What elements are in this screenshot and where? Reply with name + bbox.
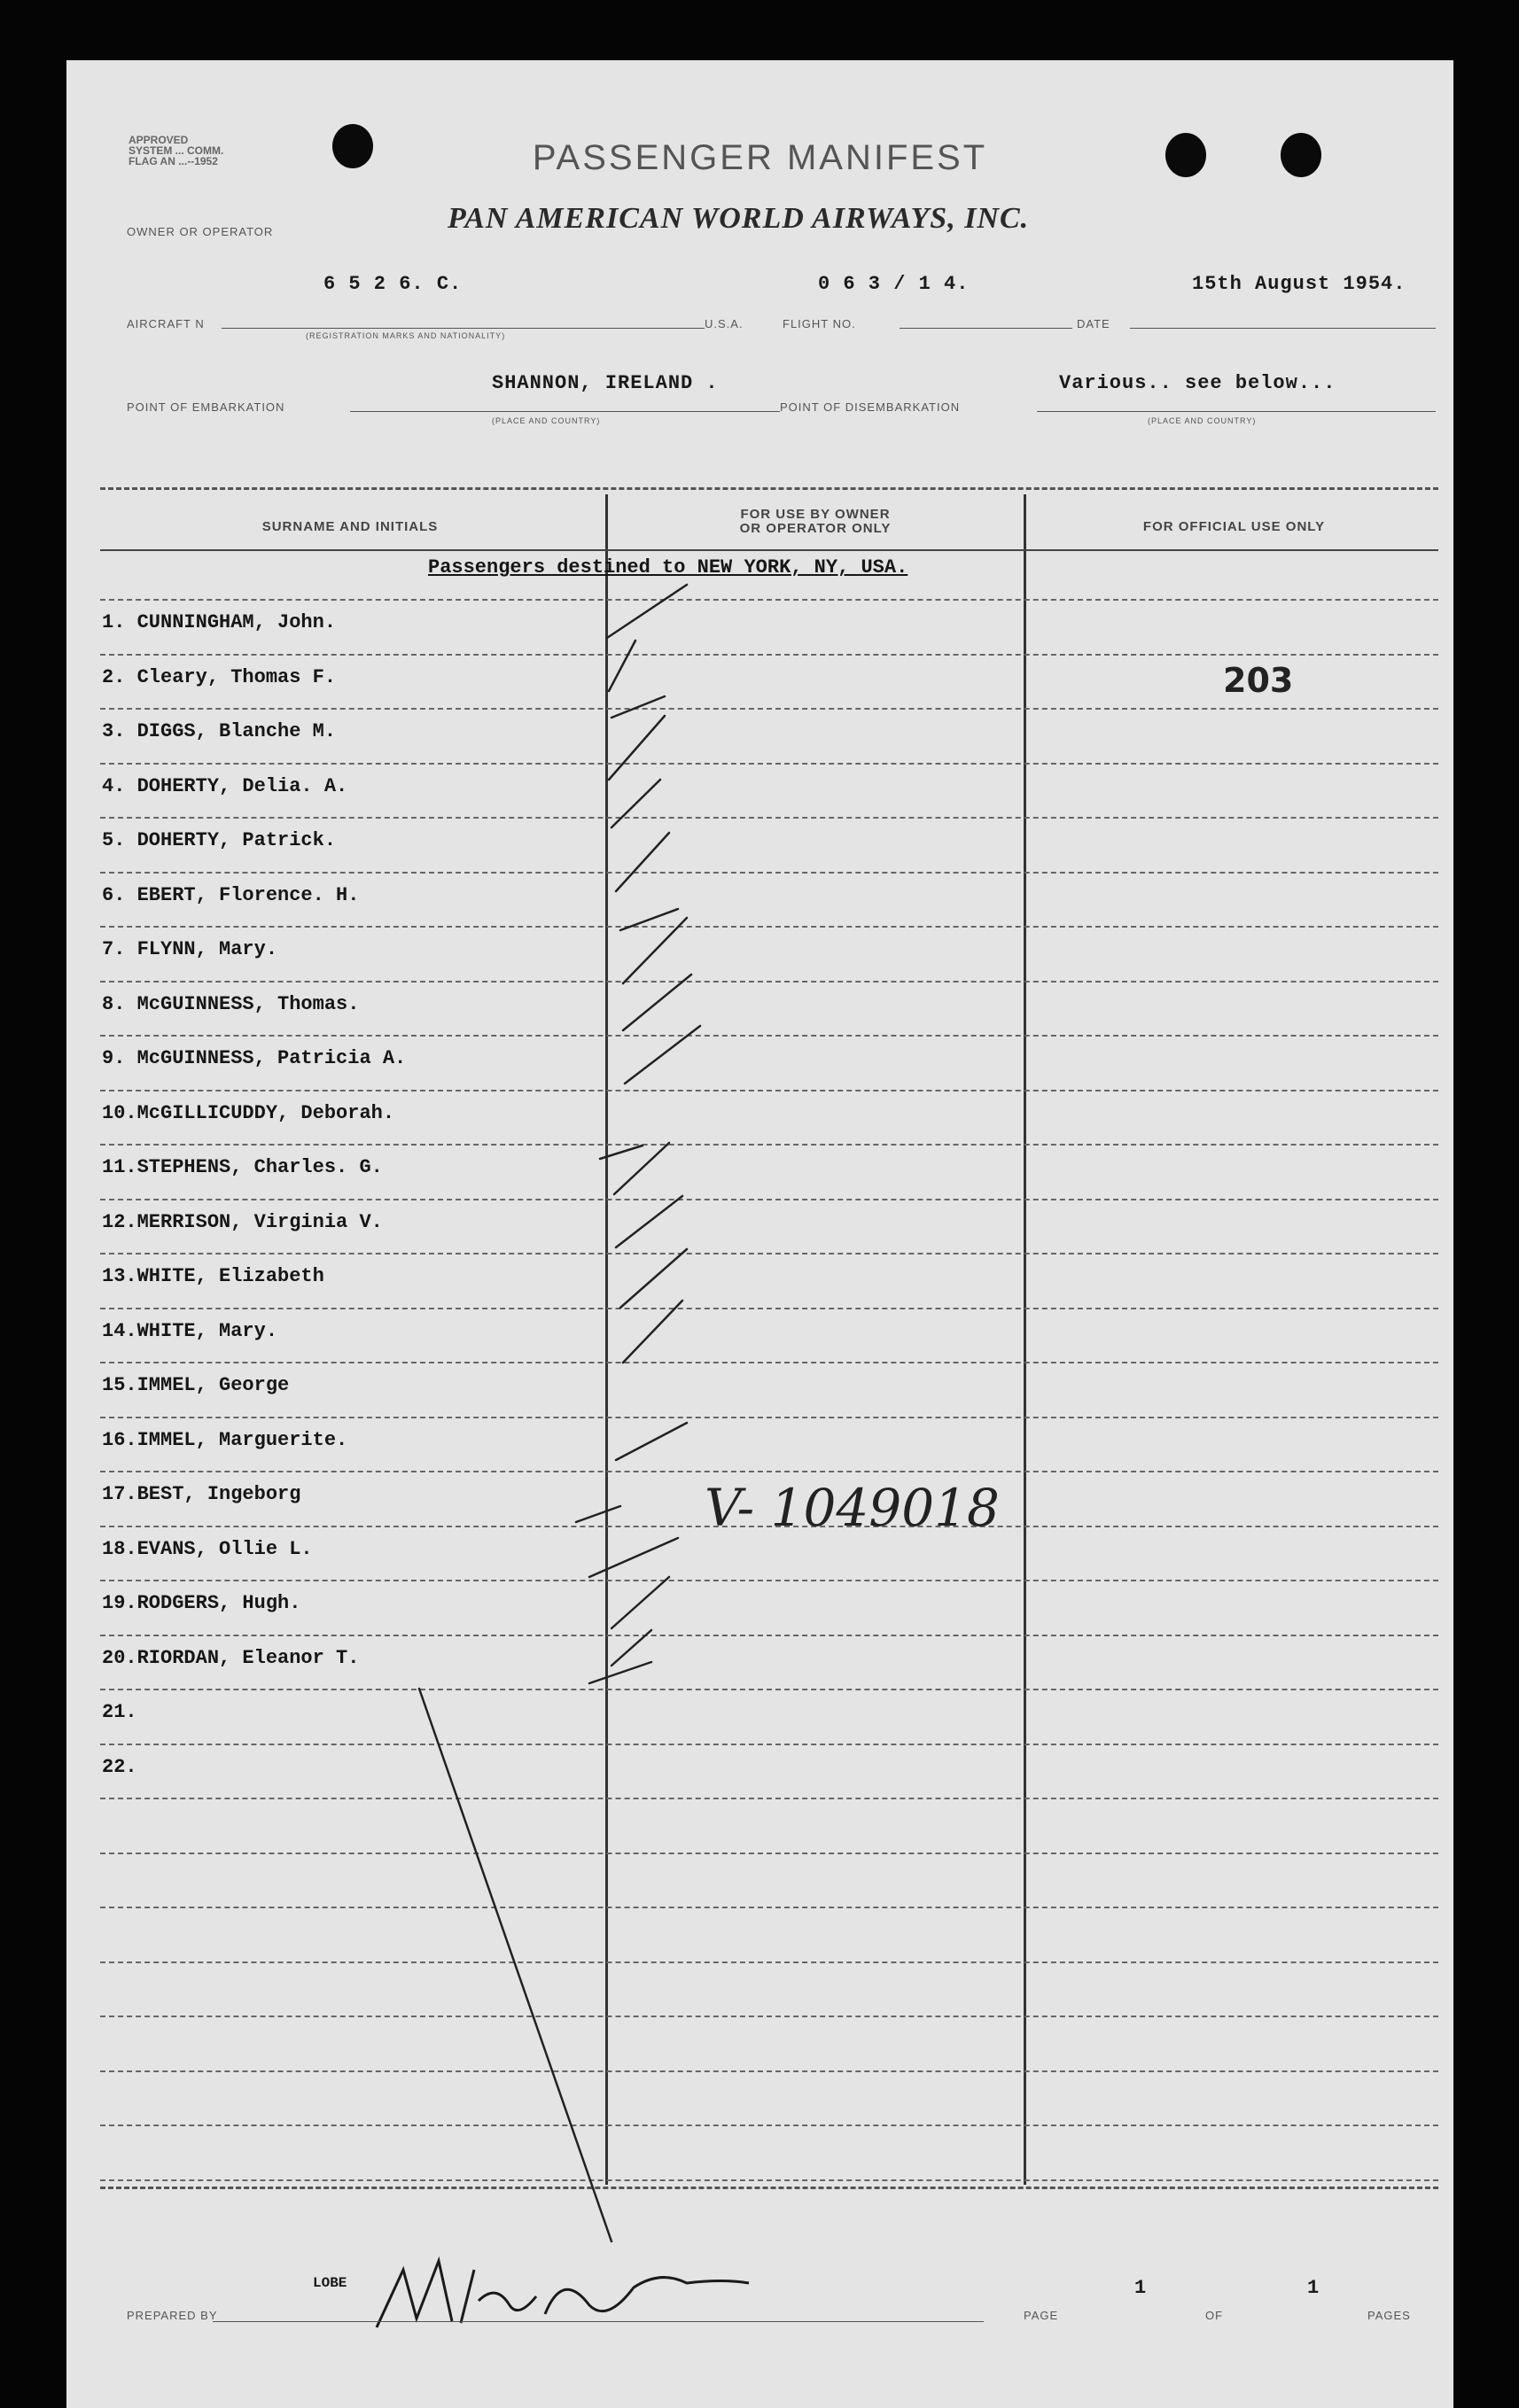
embarkation-sublabel: (PLACE AND COUNTRY)	[492, 416, 601, 425]
cancel-stroke	[419, 1689, 611, 2241]
date-label: DATE	[1077, 317, 1110, 330]
checkmark-10	[625, 1026, 700, 1084]
passenger-row: 3. DIGGS, Blanche M.	[102, 720, 337, 742]
prepared-by-label: PREPARED BY	[127, 2309, 218, 2322]
checkmark-4	[609, 716, 665, 780]
passenger-row: 4. DOHERTY, Delia. A.	[102, 774, 348, 797]
column-header-official-use: FOR OFFICIAL USE ONLY	[1142, 519, 1326, 534]
usa-label: U.S.A.	[705, 317, 744, 330]
page-count: 1	[1307, 2277, 1320, 2299]
page-number: 1	[1134, 2277, 1148, 2299]
checkmark-7	[620, 909, 678, 930]
passenger-row: 22.	[102, 1755, 137, 1778]
of-label: OF	[1205, 2309, 1224, 2322]
disembarkation-sublabel: (PLACE AND COUNTRY)	[1148, 416, 1257, 425]
disembarkation-point: Various.. see below...	[1059, 372, 1336, 394]
official-note: 203	[1223, 661, 1294, 700]
checkmark-9	[623, 975, 691, 1030]
checkmark-2	[609, 641, 635, 691]
passenger-row: 21.	[102, 1701, 137, 1723]
owner-label: OWNER OR OPERATOR	[127, 225, 274, 238]
pages-label: PAGES	[1367, 2309, 1411, 2322]
checkmark-5	[611, 780, 660, 827]
passenger-row: 20.RIORDAN, Eleanor T.	[102, 1646, 360, 1669]
page-title: PASSENGER MANIFEST	[532, 138, 988, 177]
embarkation-label: POINT OF EMBARKATION	[127, 400, 285, 414]
passenger-row: 14.WHITE, Mary.	[102, 1319, 278, 1342]
passenger-row: 8. McGUINNESS, Thomas.	[102, 992, 360, 1015]
aircraft-sublabel: (REGISTRATION MARKS AND NATIONALITY)	[306, 331, 506, 340]
checkmark-13	[616, 1196, 682, 1247]
flight-number: 0 6 3 / 1 4.	[818, 273, 970, 295]
checkmark-16	[616, 1423, 687, 1460]
passenger-row: 17.BEST, Ingeborg	[102, 1483, 301, 1505]
checkmark-15	[623, 1301, 682, 1363]
aircraft-number: 6 5 2 6. C.	[323, 273, 463, 295]
embarkation-point: SHANNON, IRELAND .	[492, 372, 719, 394]
aircraft-label: AIRCRAFT N	[127, 317, 205, 330]
column-header-names: SURNAME AND INITIALS	[261, 519, 439, 534]
passenger-row: 11.STEPHENS, Charles. G.	[102, 1156, 383, 1178]
disembarkation-label: POINT OF DISEMBARKATION	[780, 400, 961, 414]
passenger-row: 12.MERRISON, Virginia V.	[102, 1210, 383, 1233]
passenger-row: 2. Cleary, Thomas F.	[102, 665, 337, 688]
destination-note: Passengers destined to NEW YORK, NY, USA.	[428, 556, 908, 579]
checkmark-1	[607, 585, 687, 638]
checkmark-3	[611, 696, 665, 718]
prepared-by-line	[213, 2321, 984, 2322]
checkmark-21	[611, 1630, 651, 1666]
flight-date: 15th August 1954.	[1192, 273, 1406, 295]
column-header-owner-use: FOR USE BY OWNER OR OPERATOR ONLY	[739, 507, 892, 536]
page-label: PAGE	[1024, 2309, 1059, 2322]
handwritten-number: V- 1049018	[705, 1478, 1000, 1538]
checkmark-11	[600, 1146, 643, 1159]
checkmark-20	[589, 1662, 651, 1683]
checkmark-19	[611, 1577, 669, 1628]
checkmarks-layer	[66, 60, 1453, 2408]
passenger-row: 18.EVANS, Ollie L.	[102, 1537, 313, 1560]
passenger-row: 10.McGILLICUDDY, Deborah.	[102, 1101, 395, 1124]
checkmark-14	[620, 1249, 687, 1308]
flight-label: FLIGHT NO.	[783, 317, 856, 330]
passenger-row: 7. FLYNN, Mary.	[102, 938, 278, 960]
passenger-row: 13.WHITE, Elizabeth	[102, 1265, 324, 1287]
passenger-row: 19.RODGERS, Hugh.	[102, 1592, 301, 1614]
checkmark-8	[623, 918, 687, 983]
manifest-sheet	[66, 60, 1453, 2408]
owner-name: PAN AMERICAN WORLD AIRWAYS, INC.	[448, 202, 1030, 235]
passenger-row: 15.IMMEL, George	[102, 1374, 290, 1396]
approval-stamp: APPROVED SYSTEM ... COMM. FLAG AN ...--1952	[129, 134, 224, 167]
checkmark-18	[589, 1538, 678, 1577]
checkmark-17	[576, 1506, 620, 1522]
passenger-row: 1. CUNNINGHAM, John.	[102, 611, 337, 633]
passenger-row: 6. EBERT, Florence. H.	[102, 883, 360, 906]
signature	[368, 2252, 793, 2341]
checkmark-6	[616, 833, 669, 891]
prepared-by: LOBE	[313, 2275, 347, 2291]
passenger-row: 5. DOHERTY, Patrick.	[102, 829, 337, 851]
checkmark-12	[614, 1143, 669, 1194]
passenger-row: 16.IMMEL, Marguerite.	[102, 1428, 348, 1451]
passenger-row: 9. McGUINNESS, Patricia A.	[102, 1047, 407, 1069]
